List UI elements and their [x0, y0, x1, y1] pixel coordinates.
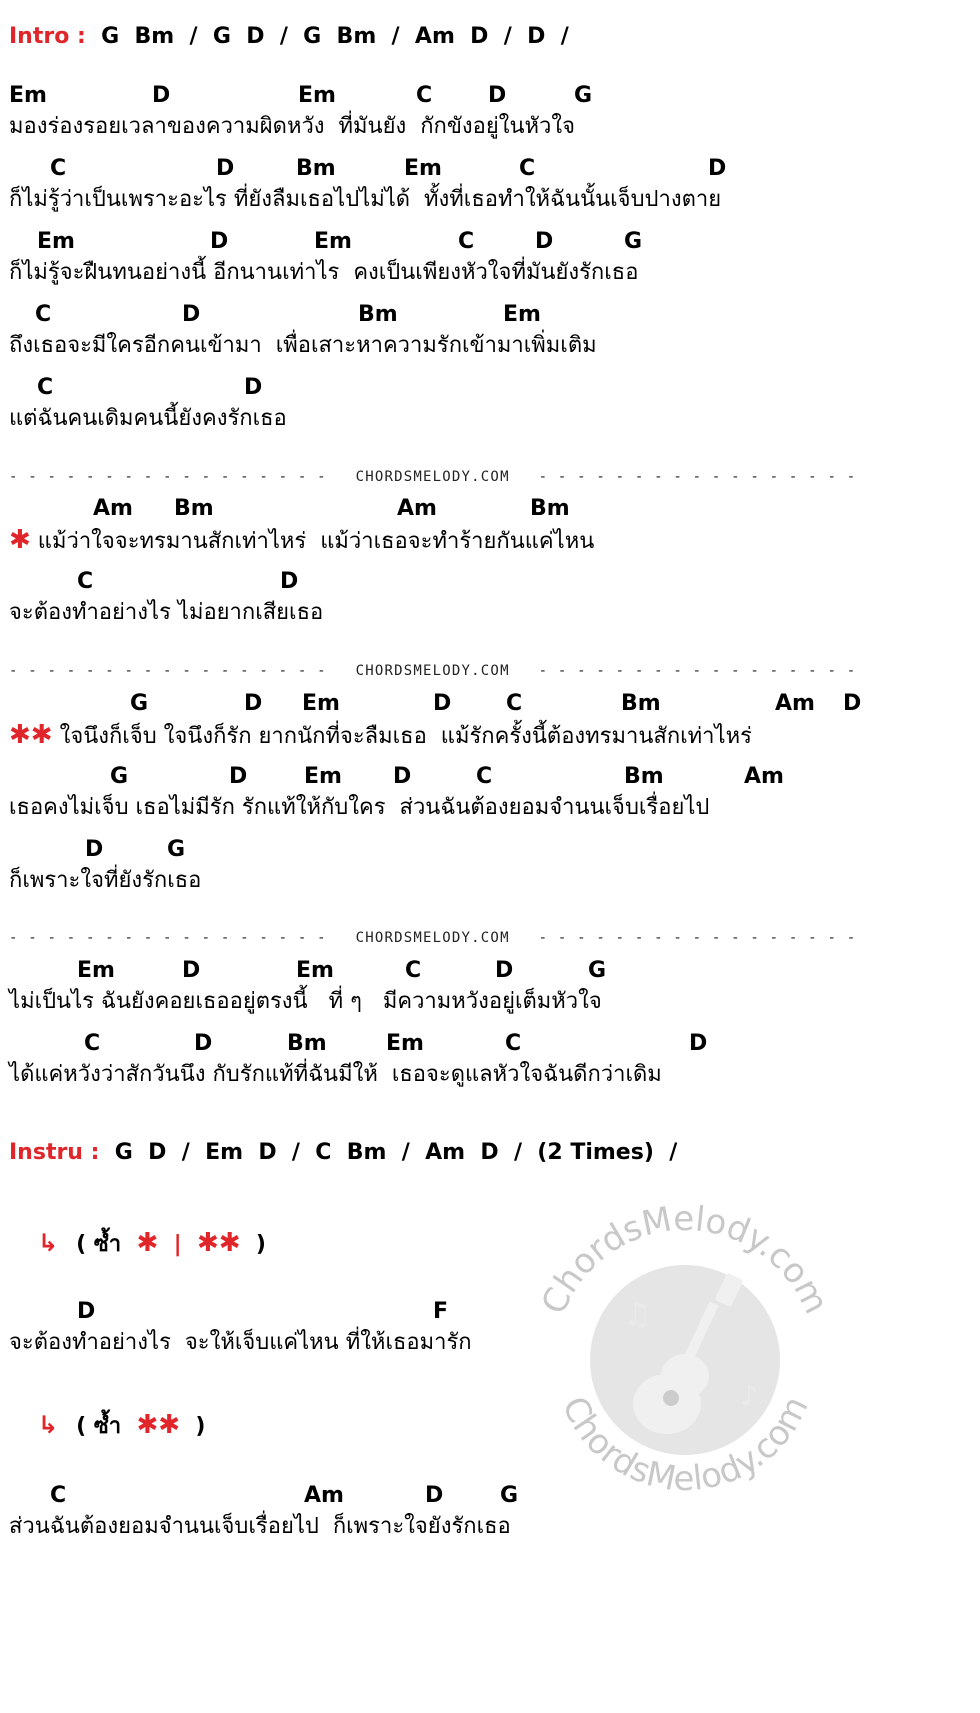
chord: Em [304, 764, 342, 789]
chord-line [0, 81, 980, 111]
lyric-line [9, 718, 752, 754]
chord: C [84, 1031, 101, 1056]
chord: D [393, 764, 412, 789]
chord: C [458, 229, 475, 254]
chord-line [0, 567, 980, 597]
chord: D [488, 83, 507, 108]
chordsmelody-watermark-logo [515, 1180, 855, 1540]
chord: D [210, 229, 229, 254]
lyric-line: ไม่เป็นไร ฉันยังคอยเธออยู่ตรงนี้ ที่ ๆ มีความหวังอยู่เต็มหัวใจ [9, 989, 602, 1014]
chord-line [0, 373, 980, 403]
chord-line [0, 956, 980, 986]
chord: Bm [530, 496, 570, 521]
chord-line [0, 494, 980, 524]
lyric-line: ได้แค่หวังว่าสักวันนึง กับรักแท้ที่ฉันมีให้ เธอจะดูแลหัวใจฉันดีกว่าเดิม [9, 1062, 662, 1087]
instru-chords: G D / Em D / C Bm / Am D / (2 Times) / [114, 1140, 678, 1165]
chord: D [433, 691, 452, 716]
chord: F [433, 1299, 449, 1324]
lyric-text: ใจนึงก็เจ็บ ใจนึงก็รัก ยากนักที่จะลืมเธอ แม้รักครั้งนี้ต้องทรมานสักเท่าไหร่ [52, 724, 752, 749]
chord: Em [503, 302, 541, 327]
chord-line [0, 227, 980, 257]
instru-line [0, 1138, 980, 1168]
chord: C [50, 156, 67, 181]
repeat-close: ) [255, 1232, 266, 1257]
chord: Am [93, 496, 133, 521]
chord: Am [397, 496, 437, 521]
chord-line [0, 835, 980, 865]
chord: Em [302, 691, 340, 716]
chord: C [50, 1483, 67, 1508]
repeat-instruction [38, 1226, 266, 1262]
chord-line [0, 762, 980, 792]
chord: D [194, 1031, 213, 1056]
chord: Am [304, 1483, 344, 1508]
chord: G [167, 837, 186, 862]
chord-line [0, 300, 980, 330]
music-note-icon: ♪ [740, 1379, 758, 1412]
chord: G [500, 1483, 519, 1508]
chord: Bm [296, 156, 336, 181]
separator: - - - - - - - - - - - - - - - - - CHORDSMELODY.COM - - - - - - - - - - - - - - - - - [9, 930, 857, 946]
chord: D [280, 569, 299, 594]
chord: G [574, 83, 593, 108]
repeat-instruction [38, 1408, 205, 1444]
chord: C [35, 302, 52, 327]
lyric-line: มองร่องรอยเวลาของความผิดหวัง ที่มันยัง กักขังอยู่ในหัวใจ [9, 114, 575, 139]
separator: - - - - - - - - - - - - - - - - - CHORDSMELODY.COM - - - - - - - - - - - - - - - - - [9, 469, 857, 485]
chord: C [519, 156, 536, 181]
chord: Bm [621, 691, 661, 716]
chord: D [182, 302, 201, 327]
chord: D [216, 156, 235, 181]
chord: D [152, 83, 171, 108]
watermark-text-bottom: ChordsMelody.com [553, 1389, 817, 1500]
chord: D [77, 1299, 96, 1324]
lyric-line: ส่วนฉันต้องยอมจำนนเจ็บเรื่อยไป ก็เพราะใจยังรักเธอ [9, 1514, 511, 1539]
chord: Em [296, 958, 334, 983]
watermark-text-top: ChordsMelody.com [533, 1198, 837, 1321]
chord: D [843, 691, 862, 716]
chord: Am [744, 764, 784, 789]
chord: D [85, 837, 104, 862]
lyric-line: ถึงเธอจะมีใครอีกคนเข้ามา เพื่อเสาะหาความรักเข้ามาเพิ่มเติม [9, 333, 597, 358]
chord: Bm [624, 764, 664, 789]
instru-progression [9, 1138, 677, 1168]
section-marker-double-star: ✱✱ [136, 1410, 181, 1440]
chord: Bm [174, 496, 214, 521]
chord: Em [298, 83, 336, 108]
lyric-text: แม้ว่าใจจะทรมานสักเท่าไหร่ แม้ว่าเธอจะทำร้ายกันแค่ไหน [30, 529, 595, 554]
chord: D [182, 958, 201, 983]
chord: Am [775, 691, 815, 716]
section-marker-double-star: ✱✱ [9, 720, 53, 750]
chord: D [244, 375, 263, 400]
intro-line [0, 22, 980, 52]
intro-progression [9, 22, 569, 52]
music-note-icon: ♫ [623, 1295, 652, 1333]
chord-line [0, 689, 980, 719]
chord: Bm [358, 302, 398, 327]
chord: Em [37, 229, 75, 254]
chord: Em [77, 958, 115, 983]
chord: Em [386, 1031, 424, 1056]
chord: C [37, 375, 54, 400]
chord: G [110, 764, 129, 789]
section-marker-double-star: ✱✱ [196, 1228, 241, 1258]
instru-label: Instru : [9, 1140, 100, 1165]
lyric-line [9, 523, 594, 559]
lyric-line: จะต้องทำอย่างไร จะให้เจ็บแค่ไหน ที่ให้เธอมารัก [9, 1330, 472, 1355]
chord: D [535, 229, 554, 254]
chord: C [476, 764, 493, 789]
chord-line [0, 1029, 980, 1059]
return-arrow-icon: ↳ [38, 1411, 59, 1439]
repeat-open: ( ซ้ำ [76, 1232, 122, 1257]
chord: D [495, 958, 514, 983]
lyric-line: เธอคงไม่เจ็บ เธอไม่มีรัก รักแท้ให้กับใคร ส่วนฉันต้องยอมจำนนเจ็บเรื่อยไป [9, 795, 710, 820]
chord: D [244, 691, 263, 716]
chord: D [689, 1031, 708, 1056]
intro-label: Intro : [9, 24, 86, 49]
section-marker-star: ✱ [9, 525, 31, 555]
chord: Em [404, 156, 442, 181]
chord: C [506, 691, 523, 716]
repeat-open: ( ซ้ำ [76, 1414, 122, 1439]
chord: D [229, 764, 248, 789]
lyric-line: แต่ฉันคนเดิมคนนี้ยังคงรักเธอ [9, 406, 287, 431]
return-arrow-icon: ↳ [38, 1229, 59, 1257]
chord: D [425, 1483, 444, 1508]
separator: - - - - - - - - - - - - - - - - - CHORDSMELODY.COM - - - - - - - - - - - - - - - - - [9, 663, 857, 679]
lyric-line: ก็เพราะใจที่ยังรักเธอ [9, 868, 202, 893]
chord: G [588, 958, 607, 983]
chord: Bm [287, 1031, 327, 1056]
repeat-divider: | [173, 1232, 182, 1257]
section-marker-star: ✱ [136, 1228, 159, 1258]
chord: C [405, 958, 422, 983]
lyric-line: จะต้องทำอย่างไร ไม่อยากเสียเธอ [9, 600, 324, 625]
chord-line [0, 154, 980, 184]
chord: C [505, 1031, 522, 1056]
lyric-line: ก็ไม่รู้ว่าเป็นเพราะอะไร ที่ยังลืมเธอไปไม่ได้ ทั้งที่เธอทำให้ฉันนั้นเจ็บปางตาย [9, 187, 722, 212]
lyric-line: ก็ไม่รู้จะฝืนทนอย่างนี้ อีกนานเท่าไร คงเป็นเพียงหัวใจที่มันยังรักเธอ [9, 260, 639, 285]
repeat-close: ) [195, 1414, 206, 1439]
chord: Em [314, 229, 352, 254]
intro-chords: G Bm / G D / G Bm / Am D / D / [101, 24, 569, 49]
chord: C [77, 569, 94, 594]
chord: Em [9, 83, 47, 108]
chord: D [708, 156, 727, 181]
chord: G [624, 229, 643, 254]
chord: C [416, 83, 433, 108]
chord: G [130, 691, 149, 716]
